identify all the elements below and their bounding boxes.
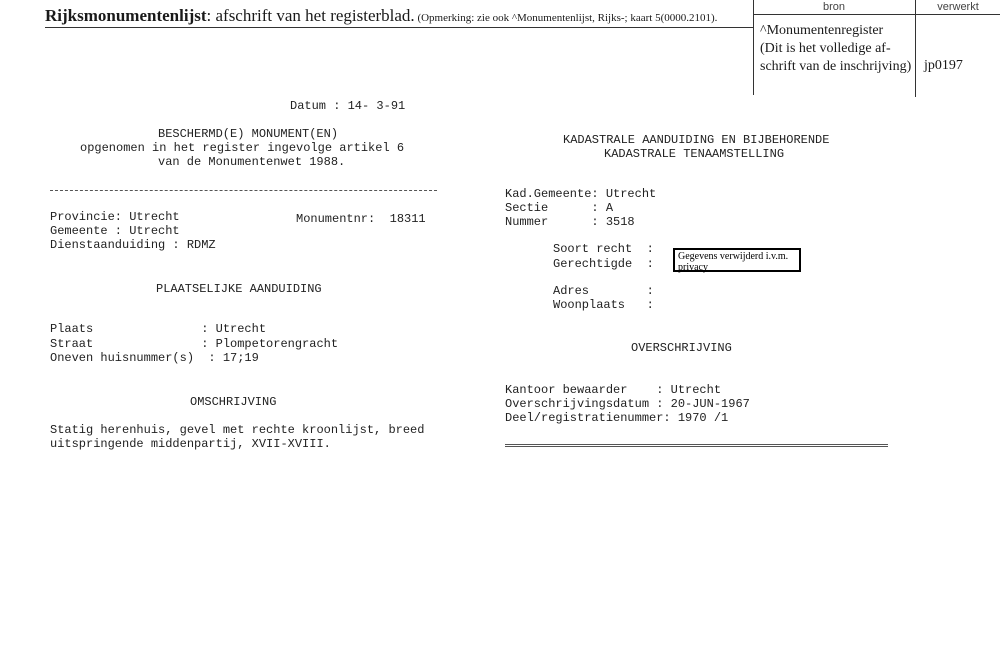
bron-line: ^Monumentenregister (760, 23, 884, 38)
deel-registratienummer: Deel/registratienummer: 1970 /1 (505, 411, 729, 425)
bron-line: schrift van de inschrijving) (760, 59, 912, 74)
kadastrale-heading: KADASTRALE AANDUIDING EN BIJBEHORENDE (563, 133, 830, 147)
heading-line: opgenomen in het register ingevolge artikel 6 (80, 141, 405, 155)
gemeente: Gemeente : Utrecht (50, 224, 180, 238)
right-separator (505, 444, 888, 447)
header-rule (45, 27, 753, 28)
kad-gemeente: Kad.Gemeente: Utrecht (505, 187, 657, 201)
bron-label: bron (822, 1, 846, 13)
woonplaats: Woonplaats : (553, 298, 654, 312)
omschrijving-heading: OMSCHRIJVING (190, 395, 277, 409)
heading-line: van de Monumentenwet 1988. (158, 155, 346, 169)
dienstaanduiding: Dienstaanduiding : RDMZ (50, 238, 216, 252)
privacy-redaction-box: Gegevens verwijderd i.v.m. privacy (673, 248, 801, 272)
plaats: Plaats : Utrecht (50, 322, 267, 336)
straat: Straat : Plompetorengracht (50, 337, 339, 351)
kadastrale-heading: KADASTRALE TENAAMSTELLING (604, 147, 785, 161)
kantoor-bewaarder: Kantoor bewaarder : Utrecht (505, 383, 722, 397)
bron-header-rule (754, 14, 1000, 15)
plaatselijke-heading: PLAATSELIJKE AANDUIDING (156, 282, 322, 296)
provincie: Provincie: Utrecht (50, 210, 180, 224)
nummer: Nummer : 3518 (505, 215, 635, 229)
monumentnummer: Monumentnr: 18311 (296, 212, 426, 226)
verwerkt-label: verwerkt (937, 1, 979, 13)
bron-line: (Dit is het volledige af- (760, 41, 891, 56)
verwerkt-value: jp0197 (924, 58, 963, 73)
overschrijvingsdatum: Overschrijvingsdatum : 20-JUN-1967 (505, 397, 750, 411)
adres: Adres : (553, 284, 654, 298)
soort-recht: Soort recht : (553, 242, 654, 256)
bron-text (760, 22, 911, 76)
title-rest: : afschrift van het registerblad. (206, 6, 415, 25)
datum: Datum : 14- 3-91 (290, 99, 406, 113)
document-title (45, 6, 717, 26)
huisnummer: Oneven huisnummer(s) : 17;19 (50, 351, 259, 365)
title-bold: Rijksmonumentenlijst (45, 6, 207, 25)
heading-line: BESCHERMD(E) MONUMENT(EN) (158, 127, 339, 141)
gerechtigde: Gerechtigde : (553, 257, 654, 271)
omschrijving-line: uitspringende middenpartij, XVII-XVIII. (50, 437, 331, 451)
omschrijving-line: Statig herenhuis, gevel met rechte kroonlijst, breed (50, 423, 425, 437)
overschrijving-heading: OVERSCHRIJVING (631, 341, 732, 355)
title-note: (Opmerking: zie ook ^Monumentenlijst, Rijks-; kaart 5(0000.2101). (414, 12, 718, 24)
sectie: Sectie : A (505, 201, 614, 215)
left-separator (50, 190, 437, 191)
